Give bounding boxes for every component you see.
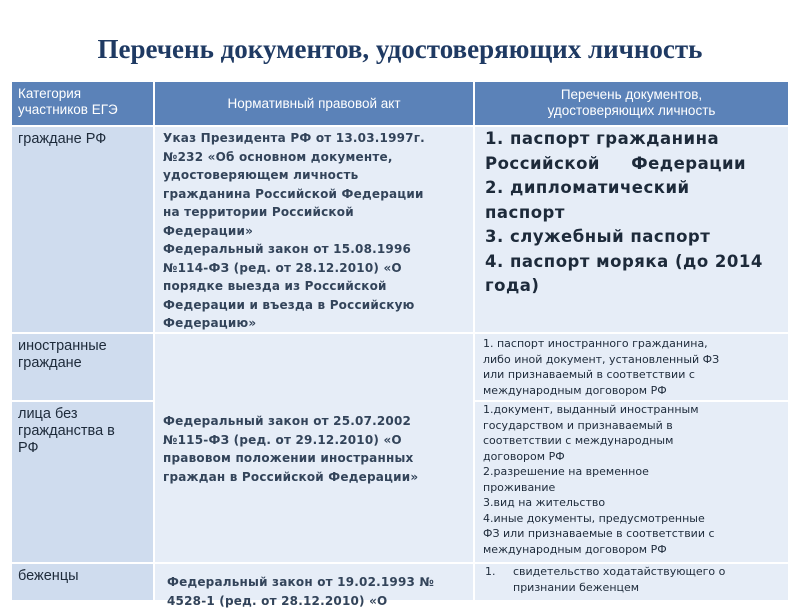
doc-item-number: 1. (485, 564, 513, 595)
doc-item-text (513, 564, 725, 595)
doc-line: признании беженцем (513, 580, 725, 596)
doc-line: 2. дипломатический (485, 176, 784, 201)
doc-line: Российской Федерации (485, 152, 784, 177)
act-line: граждан в Российской Федерации» (163, 468, 467, 487)
doc-line: 2.разрешение на временное (483, 464, 784, 480)
act-line: №232 «Об основном документе, (163, 148, 467, 167)
category-refugees-label: беженцы (18, 568, 147, 585)
category-citizens (12, 127, 153, 332)
doc-line: государством и признаваемый в (483, 418, 784, 434)
header-category-line: участников ЕГЭ (18, 102, 147, 118)
doc-line: 1. паспорт иностранного гражданина, (483, 336, 784, 352)
act-line: на территории Российской (163, 203, 467, 222)
act-line: правовом положении иностранных (163, 449, 467, 468)
doc-line: ФЗ или признаваемые в соответствии с (483, 526, 784, 542)
act-line: №114-ФЗ (ред. от 28.12.2010) «О (163, 259, 467, 278)
act-line: Федерации и въезда в Российскую (163, 296, 467, 315)
header-category (12, 82, 153, 125)
docs-foreigners (475, 334, 788, 400)
doc-line: 1. паспорт гражданина (485, 127, 784, 152)
category-refugees (12, 564, 153, 600)
doc-line: 1.документ, выданный иностранным (483, 402, 784, 418)
doc-line: либо иной документ, установленный ФЗ (483, 352, 784, 368)
header-act (155, 82, 473, 125)
doc-line: договором РФ (483, 449, 784, 465)
doc-line: свидетельство ходатайствующего о (513, 564, 725, 580)
page-title: Перечень документов, удостоверяющих личность (0, 34, 800, 65)
act-line: удостоверяющем личность (163, 166, 467, 185)
category-stateless-line: РФ (18, 440, 147, 457)
act-line: Федерации» (163, 222, 467, 241)
docs-stateless (475, 402, 788, 562)
category-stateless (12, 402, 153, 562)
doc-item (485, 564, 784, 595)
doc-line: или признаваемый в соответствии с (483, 367, 784, 383)
doc-line: 4. паспорт моряка (до 2014 (485, 250, 784, 275)
docs-citizens (475, 127, 788, 332)
act-citizens (155, 127, 473, 332)
act-line: №115-ФЗ (ред. от 29.12.2010) «О (163, 431, 467, 450)
header-documents (475, 82, 788, 125)
act-line: порядке выезда из Российской (163, 277, 467, 296)
category-stateless-line: лица без (18, 406, 147, 423)
doc-line: паспорт (485, 201, 784, 226)
doc-line: 3.вид на жительство (483, 495, 784, 511)
category-stateless-line: гражданства в (18, 423, 147, 440)
act-line: Федеральный закон от 25.07.2002 (163, 412, 467, 431)
act-line: Федеральный закон от 15.08.1996 (163, 240, 467, 259)
category-citizens-label: граждане РФ (18, 131, 147, 148)
doc-line: 3. служебный паспорт (485, 225, 784, 250)
doc-line: соответствии с международным (483, 433, 784, 449)
act-refugees (155, 564, 473, 600)
doc-line: года) (485, 274, 784, 299)
category-foreigners-line: граждане (18, 355, 147, 372)
category-foreigners-line: иностранные (18, 338, 147, 355)
docs-refugees (475, 564, 788, 600)
act-line: Указ Президента РФ от 13.03.1997г. (163, 129, 467, 148)
header-category-line: Категория (18, 86, 147, 102)
header-act-label: Нормативный правовой акт (227, 96, 400, 111)
header-documents-line: удостоверяющих личность (475, 103, 788, 119)
act-line: 4528-1 (ред. от 28.12.2010) «О (167, 592, 467, 610)
header-documents-line: Перечень документов, (475, 87, 788, 103)
doc-line: международным договором РФ (483, 542, 784, 558)
category-foreigners (12, 334, 153, 400)
doc-line: международным договором РФ (483, 383, 784, 399)
act-foreigners-stateless (155, 334, 473, 562)
act-line: гражданина Российской Федерации (163, 185, 467, 204)
doc-line: 4.иные документы, предусмотренные (483, 511, 784, 527)
act-line: Федеральный закон от 19.02.1993 № (167, 573, 467, 592)
act-line: Федерацию» (163, 314, 467, 333)
doc-line: проживание (483, 480, 784, 496)
